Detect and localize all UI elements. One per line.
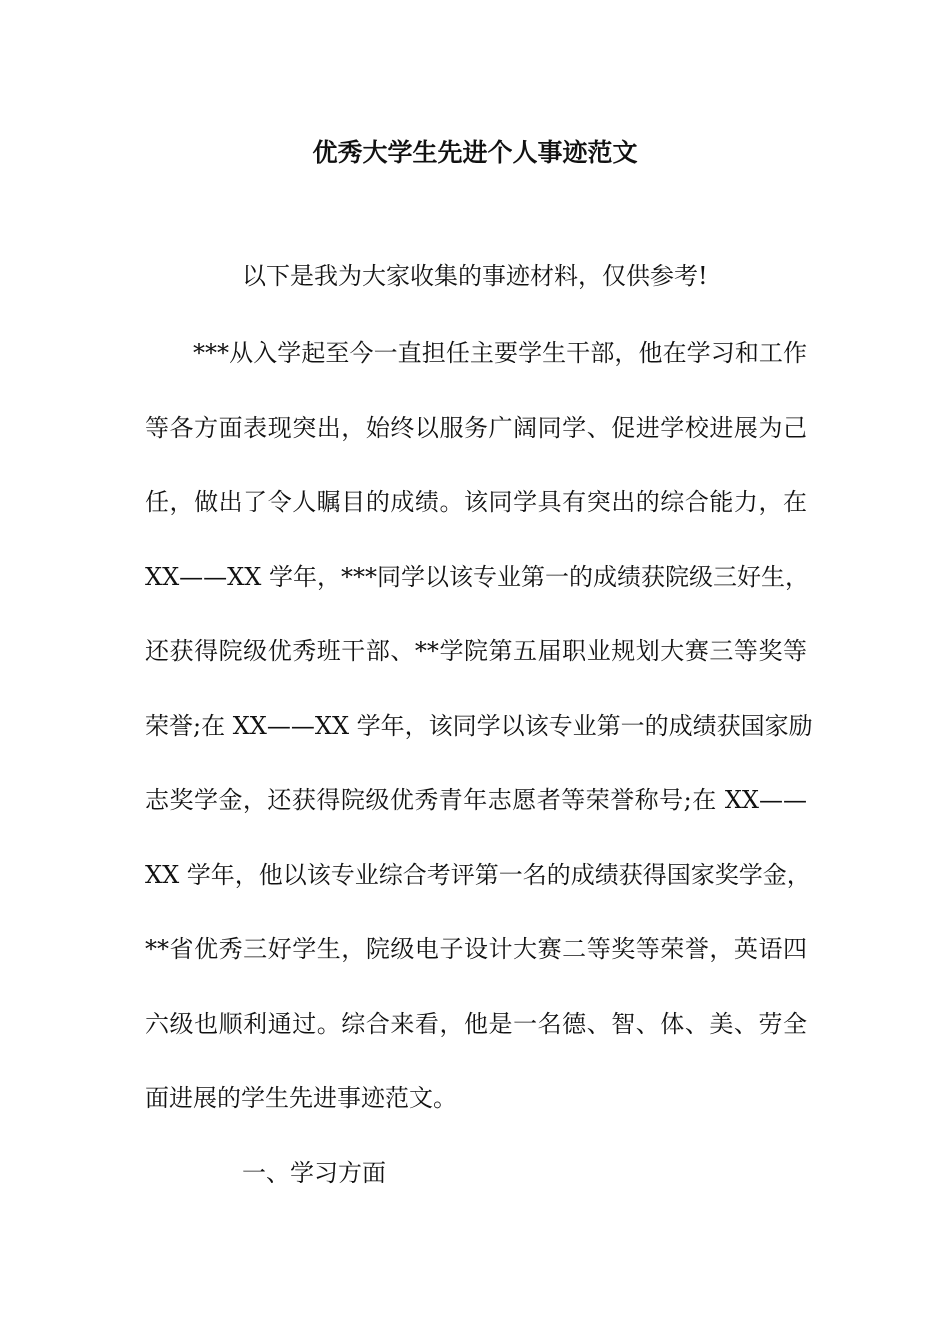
paragraph-line: 等各方面表现突出，始终以服务广阔同学、促进学校进展为己 xyxy=(145,414,807,442)
paragraph-line: 荣誉;在 XX——XX 学年，该同学以该专业第一的成绩获国家励 xyxy=(145,712,813,740)
paragraph-line: 任，做出了令人瞩目的成绩。该同学具有突出的综合能力，在 xyxy=(145,488,807,516)
intro-line: 以下是我为大家收集的事迹材料，仅供参考! xyxy=(242,262,708,290)
paragraph-line: ***从入学起至今一直担任主要学生干部，他在学习和工作 xyxy=(193,339,807,367)
paragraph-line: 六级也顺利通过。综合来看，他是一名德、智、体、美、劳全 xyxy=(145,1010,807,1038)
paragraph-line: XX 学年，他以该专业综合考评第一名的成绩获得国家奖学金， xyxy=(145,861,811,889)
paragraph-line: 志奖学金，还获得院级优秀青年志愿者等荣誉称号;在 XX—— xyxy=(145,786,807,814)
paragraph-line: 还获得院级优秀班干部、**学院第五届职业规划大赛三等奖等 xyxy=(145,637,807,665)
document-title: 优秀大学生先进个人事迹范文 xyxy=(312,138,638,167)
section-heading: 一、学习方面 xyxy=(242,1159,386,1187)
paragraph-line: XX——XX 学年，***同学以该专业第一的成绩获院级三好生， xyxy=(145,563,809,591)
paragraph-line: 面进展的学生先进事迹范文。 xyxy=(145,1084,457,1112)
paragraph-line: **省优秀三好学生，院级电子设计大赛二等奖等荣誉，英语四 xyxy=(145,935,807,963)
